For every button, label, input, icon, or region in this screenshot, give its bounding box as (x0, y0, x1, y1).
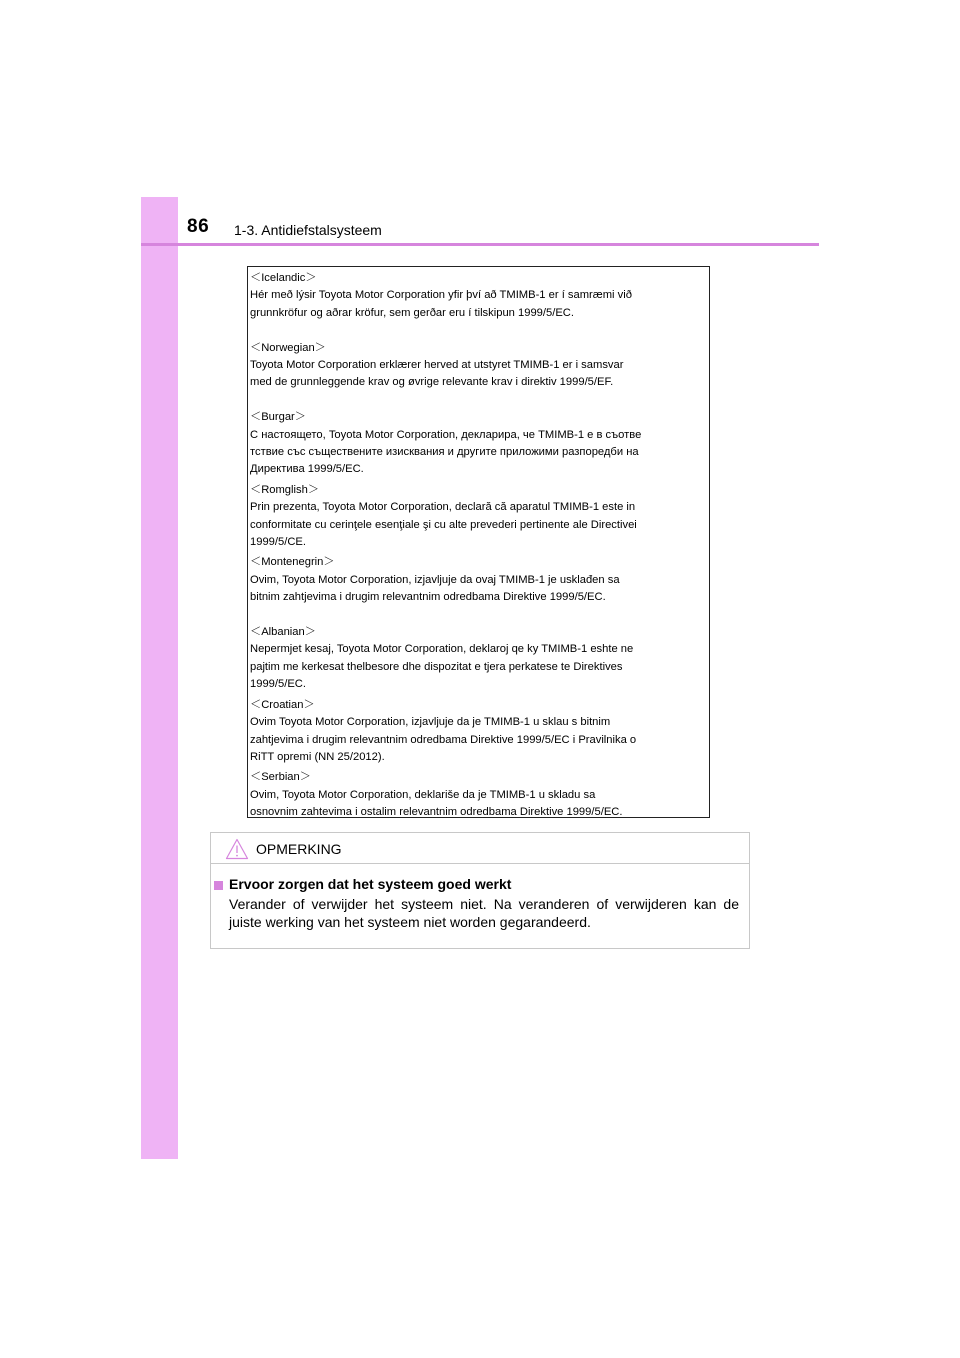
note-header (211, 833, 749, 864)
declaration-language: ＜Romglish＞ (250, 483, 320, 496)
section-title: 1-3. Antidiefstalsysteem (234, 222, 382, 238)
note-label: OPMERKING (256, 841, 342, 857)
bullet-square-icon (214, 881, 223, 890)
declaration-text: Nepermjet kesaj, Toyota Motor Corporation, deklaroj qe ky TMIMB-1 eshte ne pajtim me kerkesat thelbesore dhe dispozitat e tjera perkatese te Direktives 1999/5/EC. (250, 643, 634, 691)
declaration-romglish (250, 482, 709, 552)
warning-icon (225, 838, 249, 860)
note-box (210, 832, 750, 949)
declaration-text: Hér með lýsir Toyota Motor Corporation yfir því að TMIMB-1 er í samræmi við grunnkröfur og aðrar kröfur, sem gerðar eru í tilskipun 1999/5/EC. (250, 289, 632, 319)
declaration-box (247, 266, 710, 818)
declaration-text: С настоящето, Toyota Motor Corporation, декларира, че TMIMB-1 е в съотве тствие със съществените изисквания и другите приложими разпоредби на Директива 1999/5/EC. (250, 428, 642, 476)
declaration-language: ＜Albanian＞ (250, 626, 316, 639)
declaration-language: ＜Serbian＞ (250, 771, 311, 784)
header-rule (141, 243, 819, 246)
declaration-albanian (250, 624, 709, 694)
declaration-montenegrin (250, 554, 709, 606)
declaration-text: Toyota Motor Corporation erklærer herved at utstyret TMIMB-1 er i samsvar med de grunnleggende krav og øvrige relevante krav i direktiv 1999/5/EF. (250, 359, 624, 389)
declaration-text: Ovim, Toyota Motor Corporation, izjavljuje da ovaj TMIMB-1 je usklađen sa bitnim zahtjevima i drugim relevantnim odredbama Direktive 1999/5/EC. (250, 573, 620, 604)
declaration-language: ＜Montenegrin＞ (250, 556, 335, 569)
declaration-serbian (250, 769, 709, 821)
declaration-language: ＜Burgar＞ (250, 411, 306, 424)
declaration-burgar (250, 409, 709, 479)
declaration-icelandic (250, 270, 709, 322)
declaration-language: ＜Croatian＞ (250, 698, 315, 711)
declaration-text: Ovim, Toyota Motor Corporation, deklariše da je TMIMB-1 u skladu sa osnovnim zahtevima i ostalim relevantnim odredbama Direktive 1999/5/EC. (250, 788, 623, 819)
declaration-text: Ovim Toyota Motor Corporation, izjavljuje da je TMIMB-1 u sklau s bitnim zahtjevima i drugim relevantnim odredbama Direktive 1999/5/EC i Pravilnika o RiTT opremi (NN 25/2012). (250, 716, 637, 763)
note-text: Verander of verwijder het systeem niet. Na veranderen of verwijderen kan de juiste werking van het systeem niet worden gegarandeerd. (229, 896, 739, 930)
page-number: 86 (187, 216, 210, 237)
declaration-language: ＜Norwegian＞ (250, 341, 326, 354)
chapter-side-tab (141, 197, 178, 1159)
declaration-text: Prin prezenta, Toyota Motor Corporation, declară că aparatul TMIMB-1 este in conformitate cu cerinţele esenţiale şi cu alte prevederi pertinente ale Directivei 1999/5/CE. (250, 501, 637, 549)
note-body (211, 864, 749, 931)
declaration-language: ＜Icelandic＞ (250, 272, 317, 284)
declaration-norwegian (250, 340, 709, 392)
note-heading: Ervoor zorgen dat het systeem goed werkt (229, 876, 512, 892)
declaration-croatian (250, 697, 709, 767)
